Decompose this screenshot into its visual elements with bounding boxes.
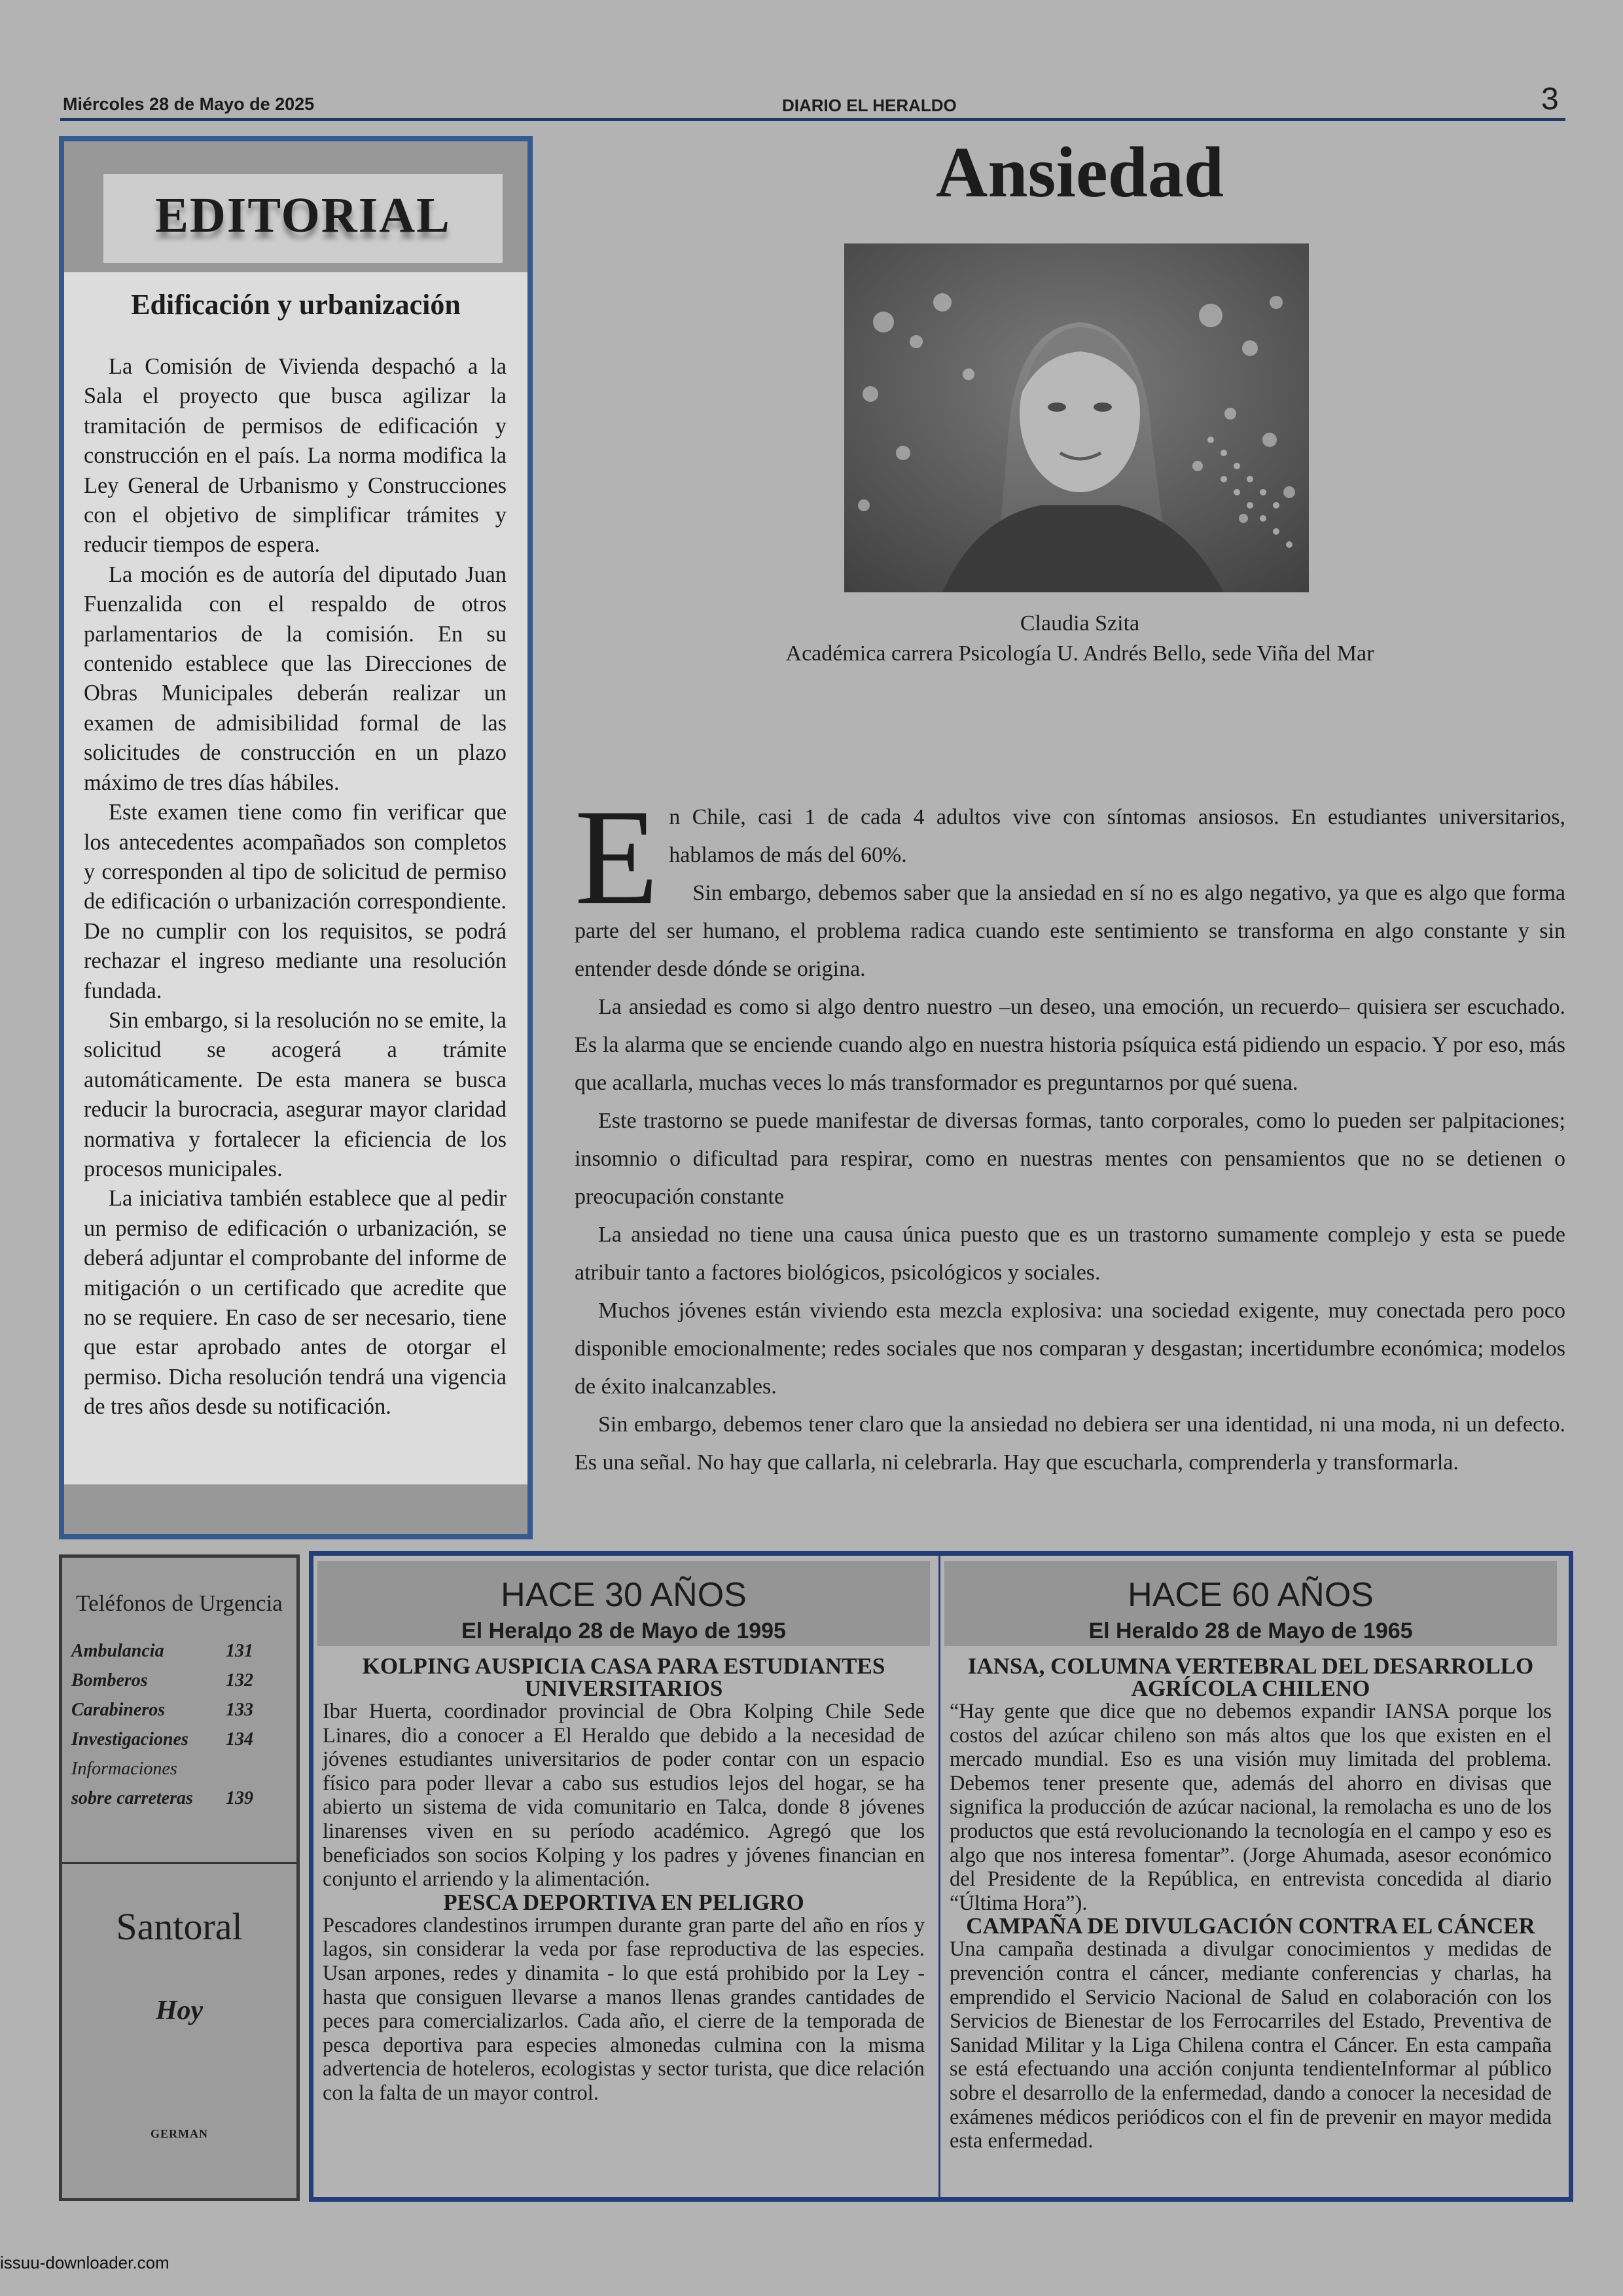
story-body: Pescadores clandestinos irrumpen durante gran parte del año en ríos y lagos, sin considerar la veda por fase reproductiva de las especies. Usan arpones, redes y dinamita - lo que está prohibido por la Ley - hasta que consiguen llevarse a manos llenas grandes cantidades de peces para comercializarlos. Cada año, el cierre de la temporada de pesca deportiva para especies almonedas culmina con la misma advertencia de hoteleros, ecologistas y sector turista, que dice relación con la falta de un mayor control. xyxy=(323,1913,925,2105)
editorial-paragraph: La Comisión de Vivienda despachó a la Sala el proyecto que busca agilizar la tramitación de permisos de edificación y construcción en el país. La norma modifica la Ley General de Urbanismo y Construcciones con el objetivo de simplificar trámites y reducir tiempos de espera. xyxy=(84,354,507,558)
article-paragraph: Este trastorno se puede manifestar de diversas formas, tanto corporales, como lo pueden ser palpitaciones; insomnio o dificultad para respirar, como en nuestras mentes con pensamientos que no se detienen o preocupación constante xyxy=(575,1109,1565,1209)
urgency-list xyxy=(71,1636,294,1813)
urgency-santoral-box xyxy=(59,1554,300,2201)
editorial-body xyxy=(84,352,507,1422)
urgency-service: Investigaciones xyxy=(71,1729,188,1749)
story-body: Una campaña destinada a divulgar conocimientos y medidas de prevención contra el cáncer, mediante conferencias y charlas, ha emprendido el Servicio Nacional de Salud en colaboración con los Servicios de Bienestar de los Ferrocarriles del Estado, Preventiva de Sanidad Militar y la Liga Chilena contra el Cáncer. En esta campaña se está efectuando una acción conjunta tendienteInformar al público sobre el desarrollo de la enfermedad, dando a conocer la necesidad de exámenes médicos periódicos con el fin de prevenir en mayor medida esta enfermedad. xyxy=(950,1937,1552,2153)
urgency-number: 134 xyxy=(226,1729,253,1749)
header-rule xyxy=(60,118,1565,121)
story-headline: KOLPING AUSPICIA CASA PARA ESTUDIANTES UNIVERSITARIOS xyxy=(362,1653,885,1701)
article-paragraph: Muchos jóvenes están viviendo esta mezcla explosiva: una sociedad exigente, muy conectada pero poco disponible emocionalmente; redes sociales que nos comparan y desgastan; incertidumbre económica; modelos de éxito inalcanzables. xyxy=(575,1299,1565,1399)
article-title: Ansiedad xyxy=(935,132,1224,212)
author-credit xyxy=(576,609,1584,669)
editorial-label: EDITORIAL xyxy=(155,188,451,243)
author-role: Académica carrera Psicología U. Andrés Bello, sede Viña del Mar xyxy=(785,641,1374,666)
story-body: Ibar Huerta, coordinador provincial de Obra Kolping Chile Sede Linares, dio a conocer a El Heraldo que debido a la necesidad de jóvenes estudiantes universitarios de poder contar con un espacio físico para poder llevar a cabo sus estudios lejos del hogar, se ha abierto un sistema de vida comunitario en Talca, donde 8 jóvenes linarenses viven en su período académico. Agregó que los beneficiados son socios Kolping y los padres y jóvenes financian en conjunto el arriendo y la alimentación. xyxy=(323,1700,925,1892)
editorial-heading: Edificación y urbanización xyxy=(131,289,461,321)
hace-30-column xyxy=(313,1556,934,2197)
urgency-info-label-2: sobre carreteras xyxy=(71,1788,193,1808)
editorial-label-box xyxy=(103,174,503,263)
urgency-info-label: Informaciones xyxy=(71,1759,177,1779)
hace-60-column xyxy=(940,1556,1561,2197)
hace-60-text xyxy=(950,1655,1552,2153)
side-divider xyxy=(62,1862,296,1864)
author-name: Claudia Szita xyxy=(1020,611,1140,636)
urgency-title: Teléfonos de Urgencia xyxy=(76,1590,283,1616)
story-headline: IANSA, COLUMNA VERTEBRAL DEL DESARROLLO AGRÍCOLA CHILENO xyxy=(967,1653,1534,1701)
editorial-paragraph: Este examen tiene como fin verificar que los antecedentes acompañados son completos y corresponden al tipo de solicitud de permiso de edificación o urbanización correspondiente. De no cumplir con los requisitos, se podrá rechazar el ingreso mediante una resolución fundada. xyxy=(84,800,507,1003)
urgency-number: 139 xyxy=(226,1788,253,1808)
hace-30-header xyxy=(317,1561,930,1646)
editorial-paragraph: La iniciativa también establece que al pedir un permiso de edificación o urbanización, se deberá adjuntar el comprobante del informe de mitigación o un certificado que acredite que no se requiere. En caso de ser necesario, tiene que estar aprobado antes de otorgar el permiso. Dicha resolución tendrá una vigencia de tres años desde su notificación. xyxy=(84,1186,507,1420)
editorial-paragraph: Sin embargo, si la resolución no se emite, la solicitud se acogerá a trámite automáticamente. De esta manera se busca reducir la burocracia, asegurar mayor claridad normativa y fortalecer la eficiencia de los procesos municipales. xyxy=(84,1007,507,1181)
article-paragraph: La ansiedad no tiene una causa única puesto que es un trastorno sumamente complejo y esta se puede atribuir tanto a factores biológicos, psicológicos y sociales. xyxy=(575,1223,1565,1285)
history-box xyxy=(309,1551,1573,2202)
drop-cap: E xyxy=(575,781,659,933)
hace-60-subtitle: El Heraldo 28 de Mayo de 1965 xyxy=(1088,1619,1413,1643)
author-photo xyxy=(844,243,1309,592)
article-paragraph: La ansiedad es como si algo dentro nuestro –un deseo, una emoción, un recuerdo– quisiera ser escuchado. Es la alarma que se enciende cuando algo en nuestra historia psíquica está pidiendo un espacio. Y por eso, más que acallarla, muchas veces lo más transformador es preguntarnos por qué suena. xyxy=(575,995,1565,1095)
page-number: 3 xyxy=(1541,82,1559,117)
santoral-today: Hoy xyxy=(155,1996,204,2026)
santoral-name: GERMAN xyxy=(151,2127,208,2140)
hace-60-title: HACE 60 AÑOS xyxy=(1128,1576,1374,1614)
urgency-row xyxy=(71,1666,294,1695)
story-headline: CAMPAÑA DE DIVULGACIÓN CONTRA EL CÁNCER xyxy=(966,1913,1535,1939)
hace-30-text xyxy=(323,1655,925,2106)
source-watermark: issuu-downloader.com xyxy=(0,2253,169,2272)
article-paragraph: n Chile, casi 1 de cada 4 adultos vive con síntomas ansiosos. En estudiantes universitarios, hablamos de más del 60%. xyxy=(669,805,1565,867)
story-body: “Hay gente que dice que no debemos expandir IANSA porque los costos del azúcar chileno son más altos que los que existen en el mercado mundial. Eso es una visión muy limitada del problema. Debemos tener presente que, además del ahorro en divisas que significa la producción de azúcar nacional, la remolacha es uno de los productos que está revolucionando la tecnología en el campo y eso es algo que nos interesa fomentar”. (Jorge Ahumada, asesor económico del Presidente de la República, en entrevista concedida al diario “Última Hora”). xyxy=(950,1700,1552,1915)
editorial-box xyxy=(59,136,533,1539)
hace-30-title: HACE 30 AÑOS xyxy=(501,1576,747,1614)
urgency-service: Bomberos xyxy=(71,1670,148,1691)
urgency-row xyxy=(71,1754,294,1784)
urgency-number: 133 xyxy=(226,1700,253,1720)
story-headline: PESCA DEPORTIVA EN PELIGRO xyxy=(443,1889,804,1915)
editorial-bottom-band xyxy=(64,1484,527,1534)
santoral-title: Santoral xyxy=(116,1905,243,1948)
article-paragraph: Sin embargo, debemos tener claro que la ansiedad no debiera ser una identidad, ni una moda, ni un defecto. Es una señal. No hay que callarla, ni celebrarla. Hay que escucharla, comprenderla y transformarla. xyxy=(575,1412,1565,1475)
urgency-number: 131 xyxy=(226,1641,253,1661)
hace-30-subtitle: El Heralдо 28 de Mayo de 1995 xyxy=(461,1619,786,1643)
editorial-paragraph: La moción es de autoría del diputado Juan Fuenzalida con el respaldo de otros parlamentarios de la comisión. En su contenido establece que las Direcciones de Obras Municipales deberán realizar un examen de admisibilidad formal de las solicitudes de construcción en un plazo máximo de tres días hábiles. xyxy=(84,562,507,795)
urgency-row xyxy=(71,1636,294,1666)
urgency-service: Ambulancia xyxy=(71,1641,164,1661)
newspaper-name: DIARIO EL HERALDO xyxy=(782,96,957,115)
urgency-row xyxy=(71,1784,294,1813)
urgency-row xyxy=(71,1695,294,1725)
urgency-number: 132 xyxy=(226,1670,253,1691)
issue-date: Miércoles 28 de Mayo de 2025 xyxy=(63,94,315,114)
article-body xyxy=(575,781,1565,1482)
article-paragraph: Sin embargo, debemos saber que la ansiedad en sí no es algo negativo, ya que es algo que forma parte del ser humano, el problema radica cuando este sentimiento se transforma en algo constante y sin entender desde dónde se origina. xyxy=(575,881,1565,981)
hace-60-header xyxy=(944,1561,1557,1646)
urgency-service: Carabineros xyxy=(71,1700,166,1720)
urgency-row xyxy=(71,1725,294,1754)
